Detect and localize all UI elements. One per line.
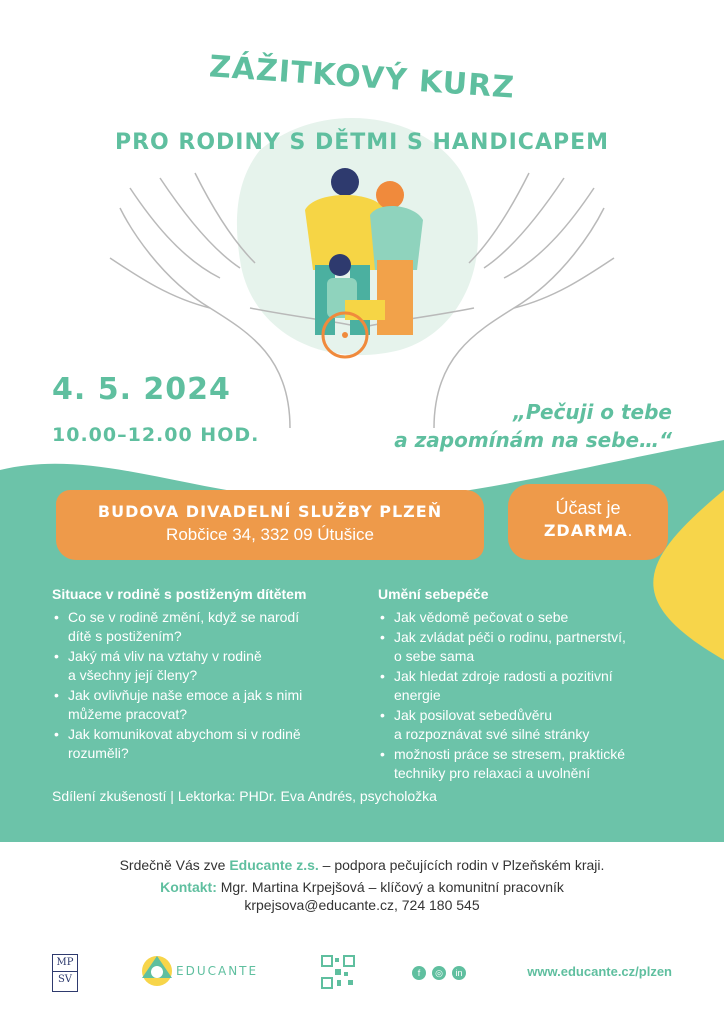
facebook-icon[interactable]: f [412,966,426,980]
participation-free [508,521,668,541]
bullet-list [378,608,678,783]
motto-quote [394,398,672,454]
quote-line-1: „Pečuji o tebe [512,400,672,424]
org-name: Educante z.s. [229,857,319,873]
instagram-icon[interactable]: ◎ [432,966,446,980]
venue-name: BUDOVA DIVADELNÍ SLUŽBY PLZEŇ [97,502,443,521]
event-time: 10.00–12.00 HOD. [52,424,260,446]
list-item: • Jak hledat zdroje radosti a pozitivní energie [378,667,678,705]
list-item: • Co se v rodině změní, když se narodí dítě s postižením? [52,608,362,646]
free-period: . [627,523,633,540]
section-self-care [378,586,678,784]
invitation-line: Srdečně Vás zve Educante z.s. – podpora pečujících rodin v Plzeňském kraji. [119,857,605,873]
list-item: • Jaký má vliv na vztahy v rodině a všechny její členy? [52,647,362,685]
list-item: • možnosti práce se stresem, praktické techniky pro relaxaci a uvolnění [378,745,678,783]
linkedin-icon[interactable]: in [452,966,466,980]
venue-box [56,490,484,560]
family-illustration [285,160,445,370]
section-family-situation [52,586,362,764]
event-date: 4. 5. 2024 [52,372,231,407]
educante-logo-text: EDUCANTE [176,964,259,978]
participation-label: Účast je [555,498,621,518]
mpsv-logo: MP SV [52,954,78,992]
contact-line: Kontakt: Mgr. Martina Krpejšová – klíčový a komunitní pracovník [160,879,564,895]
course-subtitle: PRO RODINY S DĚTMI S HANDICAPEM [114,130,610,155]
list-item: • Jak komunikovat abychom si v rodině rozuměli? [52,725,362,763]
section-heading: Situace v rodině s postiženým dítětem [52,586,307,602]
lecturer-line: Sdílení zkušeností | Lektorka: PHDr. Eva Andrés, psycholožka [52,788,437,804]
course-title: ZÁŽITKOVÝ KURZ [208,49,516,106]
section-heading: Umění sebepéče [378,586,489,602]
list-item: • Jak vědomě pečovat o sebe [378,608,678,627]
website-link[interactable]: www.educante.cz/plzen [527,964,672,979]
quote-line-2: a zapomínám na sebe…“ [394,428,672,452]
list-item: • Jak ovlivňuje naše emoce a jak s nimi můžeme pracovat? [52,686,362,724]
list-item: • Jak zvládat péči o rodinu, partnerství, o sebe sama [378,628,678,666]
contact-label: Kontakt: [160,879,217,895]
contact-details: krpejsova@educante.cz, 724 180 545 [244,897,480,913]
free-text: ZDARMA [543,521,628,540]
free-participation-box [508,484,668,560]
qr-code[interactable] [320,954,356,990]
venue-address: Robčice 34, 332 09 Útušice [166,525,374,544]
list-item: • Jak posilovat sebedůvěru a rozpoznávat své silné stránky [378,706,678,744]
educante-logo-mark [140,954,174,988]
bullet-list [52,608,362,763]
